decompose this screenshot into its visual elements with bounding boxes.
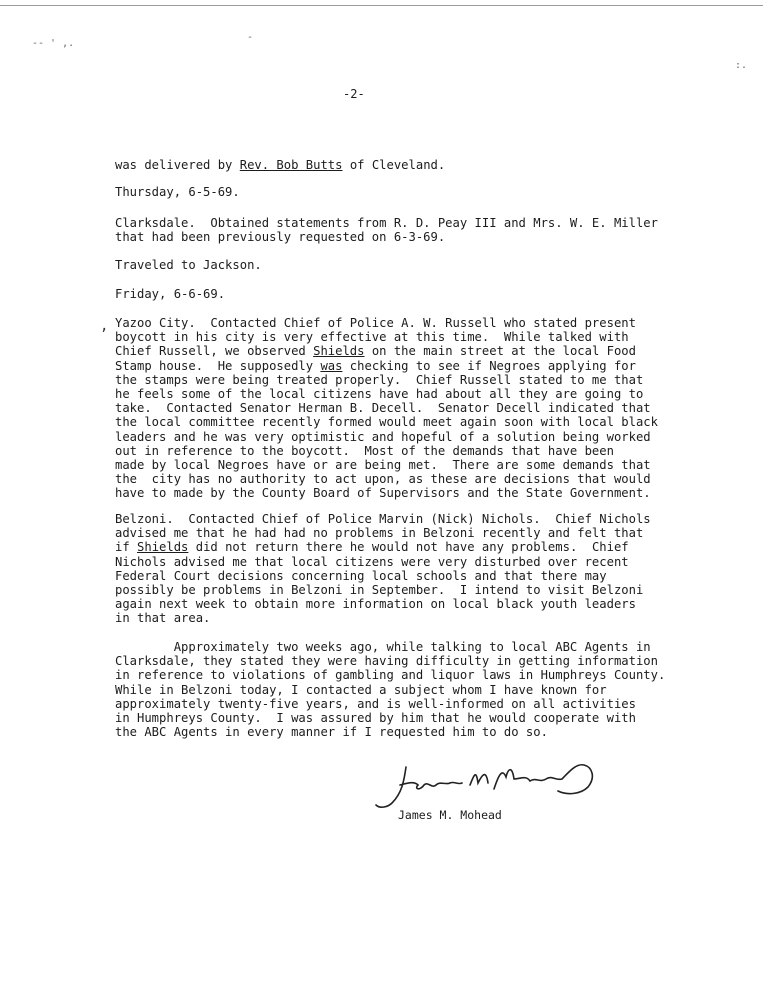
- underlined-text: Shields: [137, 540, 189, 555]
- paragraph: [115, 640, 666, 740]
- text-run: Belzoni. Contacted Chief of Police Marvin (Nick) Nichols. Chief Nichols advised me that he had had no problems in Belzoni recently and felt that if: [115, 512, 651, 555]
- paragraph: [115, 185, 645, 199]
- text-run: Approximately two weeks ago, while talking to local ABC Agents in Clarksdale, they stated they were having difficulty in getting information in reference to violations of gambling and liquor laws in Humphreys County. While in Belzoni today, I contacted a subject whom I have known for approximately twenty-five years, and is well-informed on all activities in Humphreys County. I was assured by him that he would cooperate with the ABC Agents in every manner if I requested him to do so.: [115, 640, 666, 740]
- text-run: was delivered by: [115, 158, 240, 172]
- text-run: Traveled to Jackson.: [115, 258, 262, 272]
- text-run: of Cleveland.: [342, 158, 446, 172]
- text-run: Yazoo City. Contacted Chief of Police A. W. Russell who stated present boycott in his city is very effective at this time. While talked with Chief Russell, we observed: [115, 316, 636, 359]
- underlined-text: was: [320, 358, 343, 373]
- scan-mark: :.: [735, 60, 748, 71]
- text-run: Friday, 6-6-69.: [115, 287, 226, 301]
- scan-mark: -: [247, 32, 254, 43]
- underlined-text: Shields: [313, 344, 365, 359]
- typed-signatory-name: James M. Mohead: [398, 808, 502, 822]
- text-run: did not return there he would not have any problems. Chief Nichols advised me that local citizens were very disturbed over recent Federal Court decisions concerning local schools and that there may possibly be problems in Belzoni in September. I intend to visit Belzoni again next week to obtain more information on local black youth leaders in that area.: [115, 540, 644, 626]
- paragraph: [115, 287, 645, 301]
- underlined-text: Rev. Bob Butts: [239, 158, 343, 172]
- handwritten-signature: [370, 755, 620, 815]
- paragraph: [115, 258, 645, 272]
- margin-tick: ,: [100, 318, 109, 334]
- text-run: checking to see if Negroes applying for the stamps were being treated properly. Chief Russell stated to me that he feels some of the local citizens have had about all they are going to take. Contacted Senator Herman B. Decell. Senator Decell indicated that the local committee recently formed would meet again soon with local black leaders and he was very optimistic and hopeful of a solution being worked out in reference to the boycott. Most of the demands that have been made by local Negroes have or are being met. There are some demands that the city has no authority to act upon, as these are decisions that would have to made by the County Board of Supervisors and the State Government.: [115, 358, 658, 501]
- scan-top-edge: [0, 5, 763, 6]
- paragraph: [115, 216, 658, 245]
- text-run: Clarksdale. Obtained statements from R. D. Peay III and Mrs. W. E. Miller that had been previously requested on 6-3-69.: [115, 216, 658, 245]
- paragraph: [115, 316, 658, 501]
- text-run: on the main street at the local Food Stamp house. He supposedly: [115, 344, 636, 373]
- paragraph: [115, 512, 651, 626]
- paragraph: [115, 158, 645, 172]
- text-run: Thursday, 6-5-69.: [115, 185, 240, 199]
- scan-mark: -- ' ,.: [32, 38, 75, 49]
- page-number: -2-: [343, 87, 365, 101]
